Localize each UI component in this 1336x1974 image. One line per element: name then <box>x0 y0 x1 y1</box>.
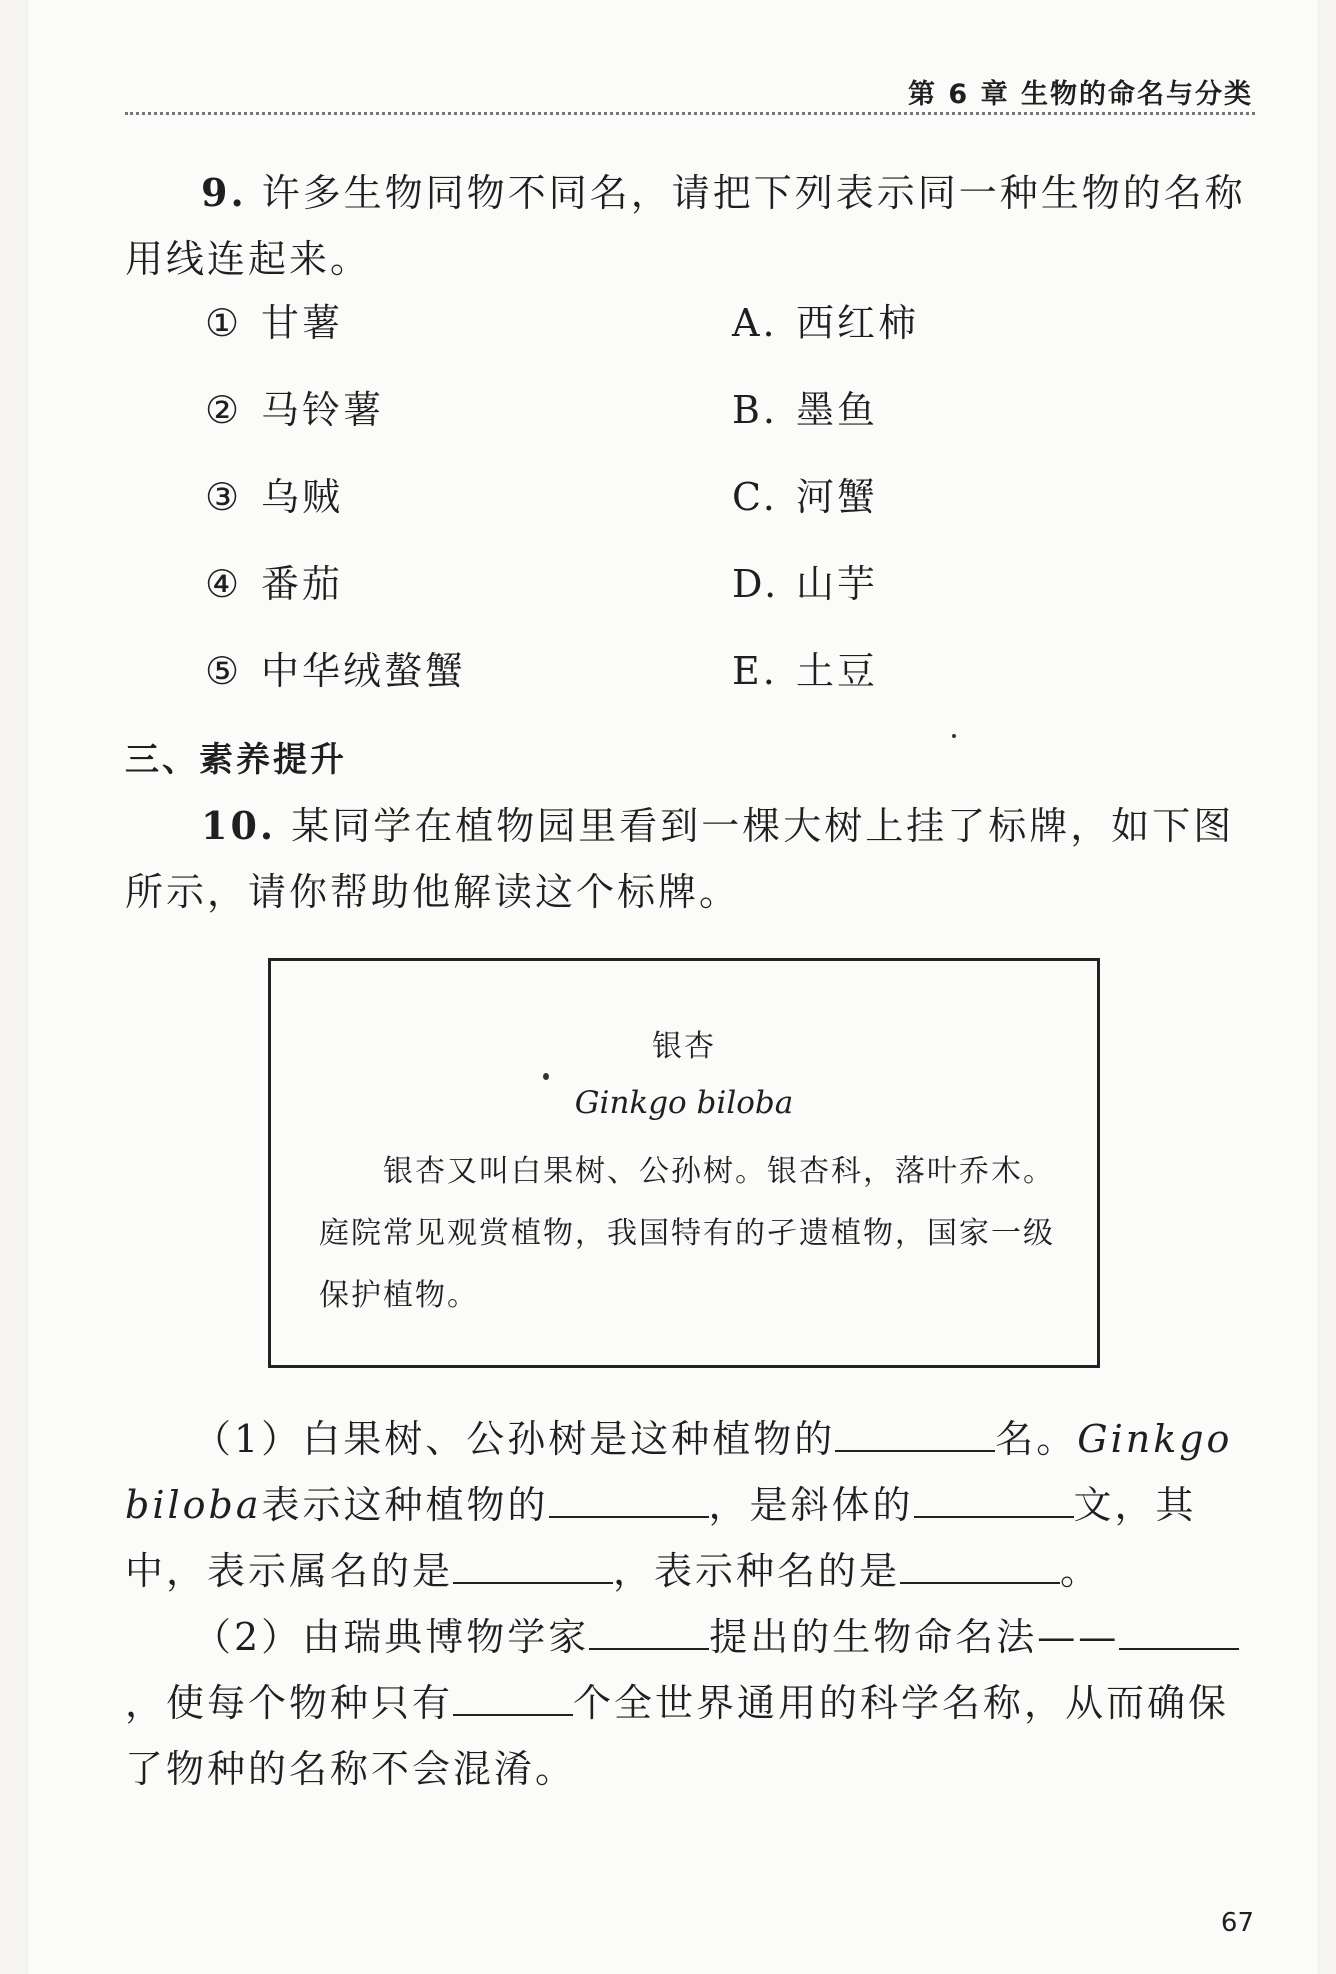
option-text: 中华绒螯蟹 <box>261 649 467 693</box>
sub-text: ，表示种名的是 <box>613 1549 901 1593</box>
sub-text: 白果树、公孙树是这种植物的 <box>302 1417 836 1461</box>
option-mark: ③ <box>205 475 243 519</box>
right-option-d <box>732 559 878 609</box>
right-option-e <box>732 646 878 696</box>
answer-blank[interactable] <box>453 1674 573 1716</box>
right-option-a <box>732 298 919 348</box>
answer-blank[interactable] <box>549 1476 709 1518</box>
answer-blank[interactable] <box>1119 1608 1239 1650</box>
sub-question-label: （2） <box>193 1615 303 1659</box>
scientific-name-inline: Ginkgo biloba <box>125 1417 1233 1527</box>
answer-blank[interactable] <box>900 1542 1060 1584</box>
left-option-5 <box>205 646 466 696</box>
sub-question-label: （1） <box>193 1417 303 1461</box>
page-number: 67 <box>1220 1908 1254 1938</box>
sub-text: 个全世界通用的科学名称，从而确保了物种的名称不会混淆。 <box>125 1681 1230 1791</box>
option-mark: ⑤ <box>205 649 243 693</box>
left-option-3 <box>205 472 343 522</box>
sub-text: 。 <box>1060 1549 1102 1593</box>
option-mark: B. <box>732 388 779 432</box>
sub-text: ，是斜体的 <box>708 1483 914 1527</box>
left-option-1 <box>205 298 343 348</box>
left-option-2 <box>205 385 384 435</box>
left-option-4 <box>205 559 343 609</box>
option-text: 山芋 <box>796 562 879 606</box>
sub-text: 提出的生物命名法—— <box>709 1615 1120 1659</box>
sub-text: 由瑞典博物学家 <box>302 1615 590 1659</box>
section-heading: 三、素养提升 <box>125 740 347 780</box>
running-header <box>125 62 1255 115</box>
option-mark: ② <box>205 388 243 432</box>
option-mark: D. <box>732 562 780 606</box>
answer-blank[interactable] <box>835 1410 995 1452</box>
option-mark: ④ <box>205 562 243 606</box>
sub-text: 文，其中，表示属名的是 <box>125 1483 1197 1593</box>
print-speck <box>543 1073 549 1080</box>
right-option-c <box>732 472 878 522</box>
sub-question-1 <box>125 1406 1257 1604</box>
option-mark: A. <box>732 301 778 345</box>
print-speck <box>952 734 956 738</box>
chapter-title: 第 6 章 生物的命名与分类 <box>908 79 1253 110</box>
question-number: 9. <box>201 170 247 215</box>
option-text: 马铃薯 <box>261 388 385 432</box>
option-mark: C. <box>732 475 778 519</box>
option-mark: ① <box>205 301 243 345</box>
answer-blank[interactable] <box>914 1476 1074 1518</box>
sign-description-text: 银杏又叫白果树、公孙树。银杏科，落叶乔木。庭院常见观赏植物，我国特有的孑遗植物，国家一级保护植物。 <box>319 1154 1055 1313</box>
option-mark: E. <box>732 649 778 693</box>
question-text: 某同学在植物园里看到一棵大树上挂了标牌，如下图所示，请你帮助他解读这个标牌。 <box>125 804 1235 914</box>
sign-title: 银杏 <box>652 1029 716 1064</box>
option-text: 西红柿 <box>796 301 920 345</box>
question-9-stem <box>125 160 1257 292</box>
option-text: 甘薯 <box>261 301 344 345</box>
option-text: 乌贼 <box>261 475 344 519</box>
option-text: 番茄 <box>261 562 344 606</box>
question-text: 许多生物同物不同名，请把下列表示同一种生物的名称用线连起来。 <box>125 171 1246 281</box>
answer-blank[interactable] <box>589 1608 709 1650</box>
sub-text: ，使每个物种只有 <box>125 1681 454 1725</box>
answer-blank[interactable] <box>453 1542 613 1584</box>
sub-text: 表示这种植物的 <box>261 1483 549 1527</box>
question-10-stem <box>125 793 1257 925</box>
sub-text: 名。 <box>995 1417 1078 1461</box>
right-option-b <box>732 385 878 435</box>
plant-sign <box>268 958 1100 1368</box>
option-text: 墨鱼 <box>796 388 879 432</box>
sub-question-2 <box>125 1604 1257 1802</box>
sign-scientific-name: Ginkgo biloba <box>574 1085 794 1121</box>
option-text: 河蟹 <box>796 475 879 519</box>
sign-description <box>319 1141 1059 1327</box>
option-text: 土豆 <box>796 649 879 693</box>
question-number: 10. <box>201 803 277 848</box>
